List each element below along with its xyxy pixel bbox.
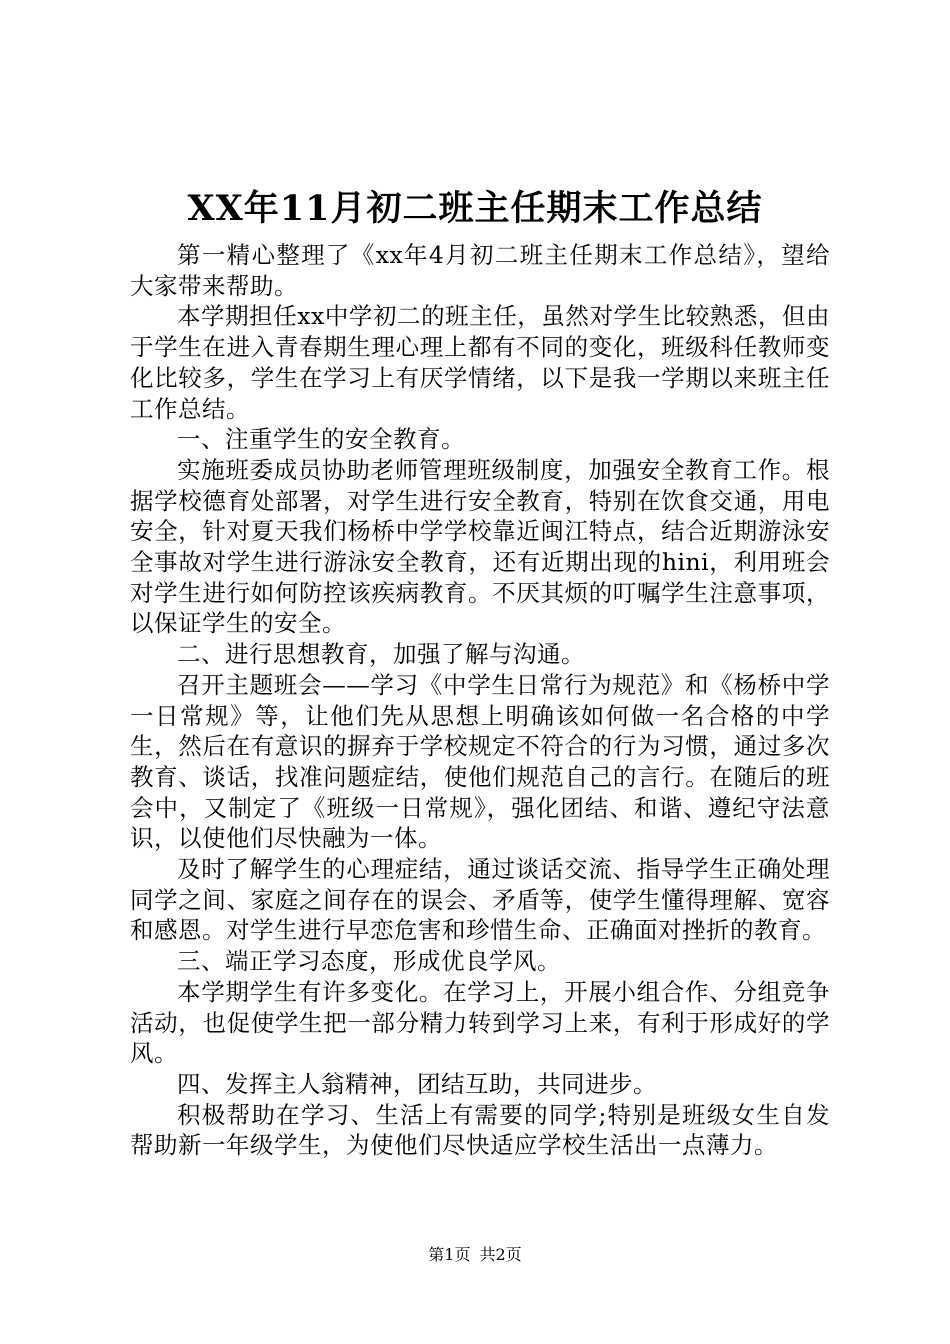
paragraph-mutual-help: 积极帮助在学习、生活上有需要的同学;特别是班级女生自发帮助新一年级学生，为使他们尽快适应学校生活出一点薄力。: [130, 1100, 830, 1160]
section-heading-mutual-help: 四、发挥主人翁精神，团结互助，共同进步。: [177, 1069, 657, 1098]
page-total: 共2页: [479, 1245, 522, 1264]
section-heading-study: 三、端正学习态度，形成优良学风。: [177, 947, 561, 976]
paragraph-intro: 第一精心整理了《xx年4月初二班主任期末工作总结》，望给大家带来帮助。: [130, 241, 830, 300]
page-footer: [0, 1244, 950, 1266]
paragraph-overview: 本学期担任xx中学初二的班主任，虽然对学生比较熟悉，但由于学生在进入青春期生理心理上都有不同的变化，班级科任教师变化比较多，学生在学习上有厌学情绪，以下是我一学期以来班主任工作总结。: [130, 302, 830, 423]
document-body: [130, 240, 830, 1161]
paragraph-safety: 实施班委成员协助老师管理班级制度，加强安全教育工作。根据学校德育处部署，对学生进行安全教育，特别在饮食交通，用电安全，针对夏天我们杨桥中学学校靠近闽江特点，结合近期游泳安全事故对学生进行游泳安全教育，还有近期出现的hini，利用班会对学生进行如何防控该疾病教育。不厌其烦的叮嘱学生注意事项，以保证学生的安全。: [130, 455, 830, 638]
paragraph-psychology: 及时了解学生的心理症结，通过谈话交流、指导学生正确处理同学之间、家庭之间存在的误会、矛盾等，使学生懂得理解、宽容和感恩。对学生进行早恋危害和珍惜生命、正确面对挫折的教育。: [130, 855, 830, 945]
paragraph-class-meeting: 召开主题班会——学习《中学生日常行为规范》和《杨桥中学一日常规》等，让他们先从思想上明确该如何做一名合格的中学生，然后在有意识的摒弃于学校规定不符合的行为习惯，通过多次教育、谈话，找准问题症结，使他们规范自己的言行。在随后的班会中，又制定了《班级一日常规》，强化团结、和谐、遵纪守法意识，以使他们尽快融为一体。: [130, 670, 830, 853]
section-heading-ideology: 二、进行思想教育，加强了解与沟通。: [177, 640, 585, 669]
page-number: 第1页: [428, 1245, 471, 1264]
section-heading-safety: 一、注重学生的安全教育。: [177, 425, 465, 454]
document-title: XX年11月初二班主任期末工作总结: [187, 188, 763, 229]
paragraph-study: 本学期学生有许多变化。在学习上，开展小组合作、分组竞争活动，也促使学生把一部分精力转到学习上来，有利于形成好的学风。: [130, 977, 830, 1068]
